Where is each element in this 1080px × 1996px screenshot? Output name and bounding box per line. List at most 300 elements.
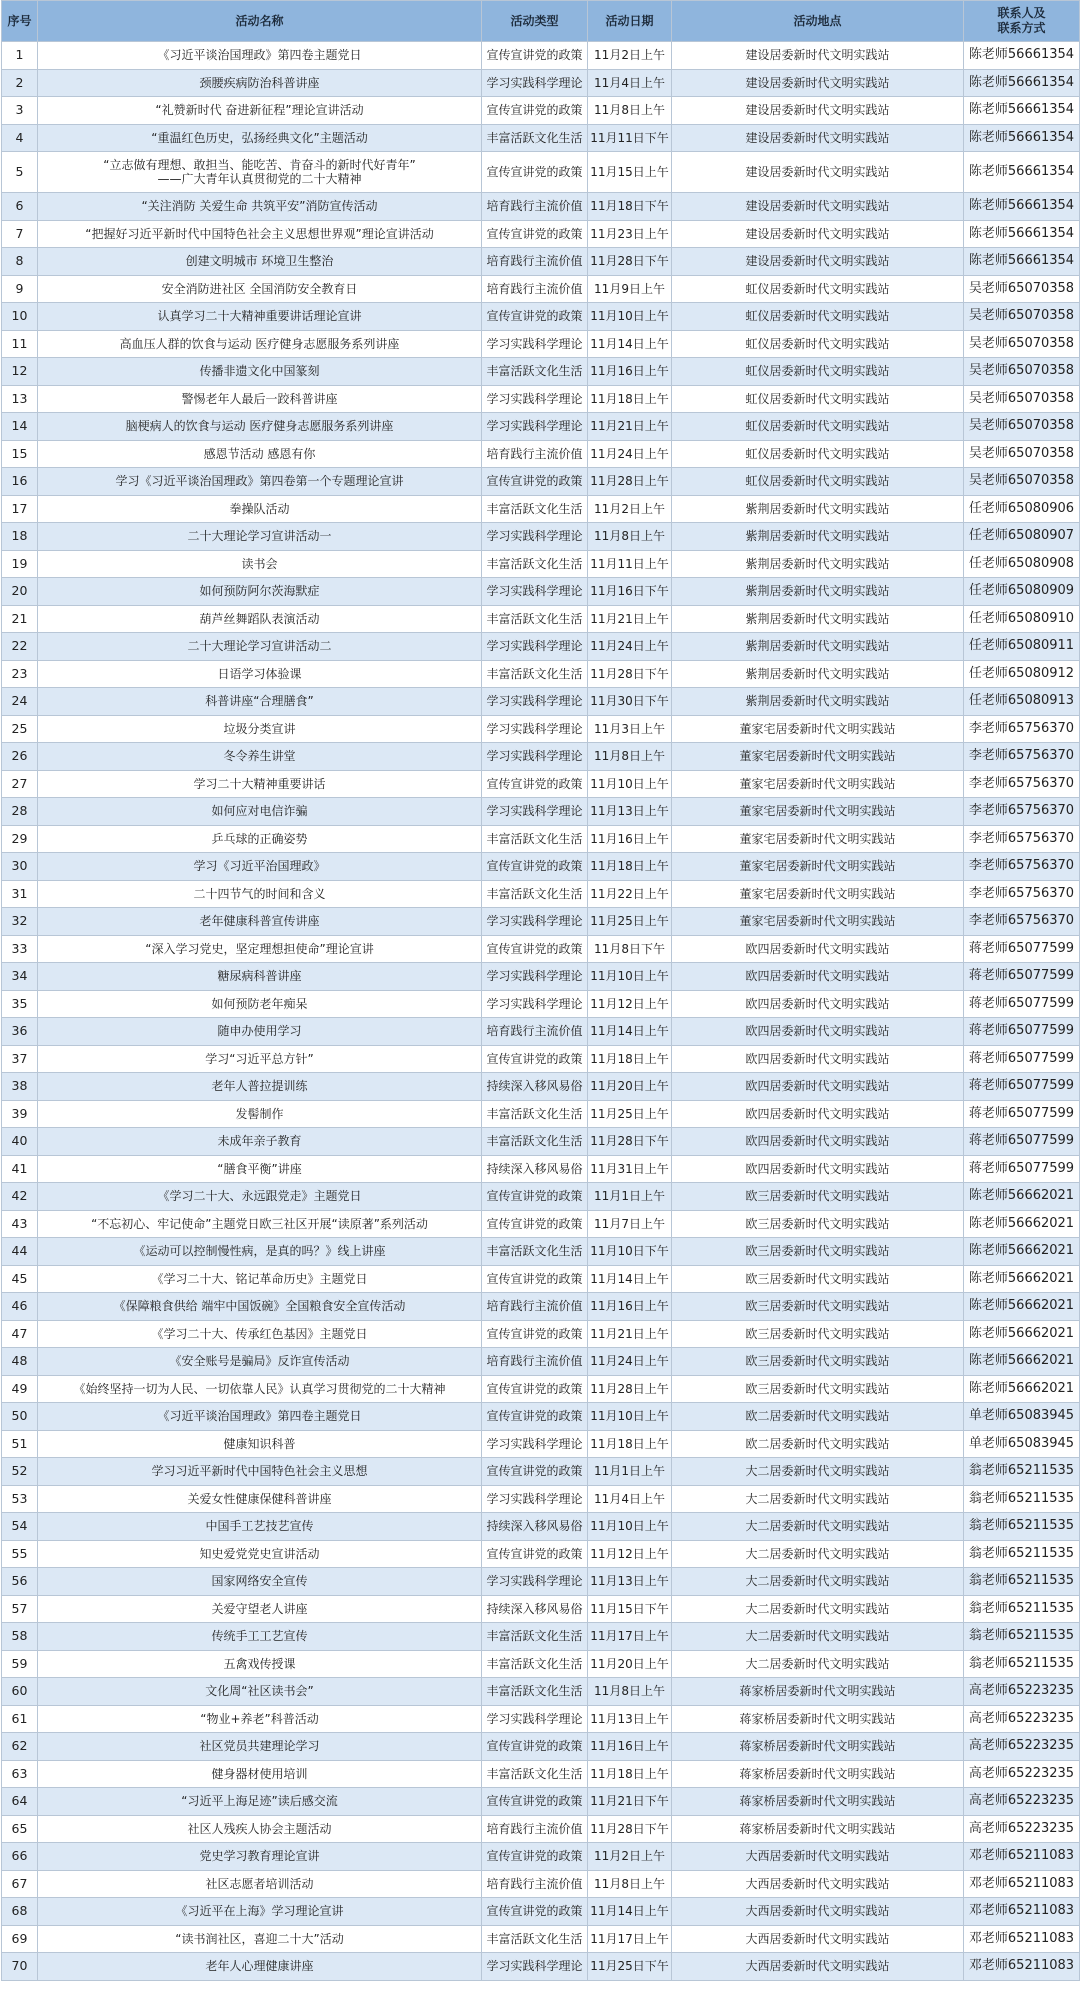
cell-activity-name [38,1595,482,1623]
cell-activity-name [38,1815,482,1843]
cell-activity-name [38,770,482,798]
table-row [2,715,1080,743]
cell-contact: 陈老师56662021 [964,1210,1080,1238]
table-row [2,468,1080,496]
cell-activity-type: 宣传宣讲党的政策 [482,1210,588,1238]
cell-activity-date: 11月15日上午 [588,152,672,193]
table-row [2,1513,1080,1541]
cell-activity-date: 11月11日下午 [588,124,672,152]
cell-contact: 陈老师56661354 [964,248,1080,276]
table-row [2,1815,1080,1843]
cell-location: 建设居委新时代文明实践站 [672,42,964,70]
cell-activity-type: 宣传宣讲党的政策 [482,1843,588,1871]
cell-contact: 陈老师56661354 [964,124,1080,152]
table-row [2,1293,1080,1321]
cell-index: 8 [2,248,38,276]
table-row [2,633,1080,661]
activity-name-line1: 学习习近平新时代中国特色社会主义思想 [151,1464,368,1479]
cell-activity-name [38,1293,482,1321]
cell-index: 11 [2,330,38,358]
cell-index: 50 [2,1403,38,1431]
cell-activity-name [38,1183,482,1211]
cell-index: 23 [2,660,38,688]
cell-index: 56 [2,1568,38,1596]
cell-index: 37 [2,1045,38,1073]
cell-activity-date: 11月21日上午 [588,1320,672,1348]
table-row [2,798,1080,826]
cell-activity-type: 丰富活跃文化生活 [482,605,588,633]
cell-activity-date: 11月2日上午 [588,495,672,523]
cell-activity-date: 11月8日上午 [588,97,672,125]
cell-activity-date: 11月21日上午 [588,605,672,633]
cell-index: 46 [2,1293,38,1321]
cell-contact: 吴老师65070358 [964,275,1080,303]
table-row [2,1018,1080,1046]
cell-contact: 邓老师65211083 [964,1870,1080,1898]
cell-activity-name [38,798,482,826]
activity-name-line1: 学习《习近平谈治国理政》第四卷第一个专题理论宣讲 [115,474,404,489]
cell-activity-date: 11月18日上午 [588,853,672,881]
cell-location: 虹仪居委新时代文明实践站 [672,440,964,468]
cell-contact: 翁老师65211535 [964,1623,1080,1651]
cell-index: 3 [2,97,38,125]
activity-name-line1: 健身器材使用培训 [211,1766,308,1781]
cell-contact: 单老师65083945 [964,1430,1080,1458]
activity-name-line1: 冬令养生讲堂 [223,749,296,764]
header-date: 活动日期 [588,1,672,42]
cell-contact: 高老师65223235 [964,1678,1080,1706]
cell-contact: 吴老师65070358 [964,303,1080,331]
cell-activity-type: 丰富活跃文化生活 [482,1760,588,1788]
cell-contact: 任老师65080912 [964,660,1080,688]
cell-index: 44 [2,1238,38,1266]
cell-activity-name [38,1870,482,1898]
table-row [2,770,1080,798]
activity-name-line1: 国家网络安全宣传 [211,1574,308,1589]
cell-location: 大二居委新时代文明实践站 [672,1540,964,1568]
cell-contact: 翁老师65211535 [964,1485,1080,1513]
table-row [2,193,1080,221]
cell-index: 67 [2,1870,38,1898]
cell-activity-name [38,358,482,386]
cell-activity-type: 宣传宣讲党的政策 [482,1045,588,1073]
cell-activity-name [38,1348,482,1376]
cell-activity-name [38,1898,482,1926]
cell-activity-date: 11月18日上午 [588,385,672,413]
cell-location: 欧三居委新时代文明实践站 [672,1375,964,1403]
cell-location: 欧四居委新时代文明实践站 [672,990,964,1018]
cell-location: 欧三居委新时代文明实践站 [672,1348,964,1376]
cell-contact: 吴老师65070358 [964,385,1080,413]
cell-location: 欧二居委新时代文明实践站 [672,1403,964,1431]
activity-name-line1: 《学习二十大、传承红色基因》主题党日 [151,1326,368,1341]
cell-contact: 蒋老师65077599 [964,1100,1080,1128]
cell-activity-date: 11月16日下午 [588,578,672,606]
cell-contact: 单老师65083945 [964,1403,1080,1431]
cell-activity-date: 11月1日上午 [588,1183,672,1211]
cell-activity-type: 持续深入移风易俗 [482,1513,588,1541]
cell-location: 欧二居委新时代文明实践站 [672,1430,964,1458]
cell-location: 董家宅居委新时代文明实践站 [672,825,964,853]
cell-activity-type: 学习实践科学理论 [482,413,588,441]
table-row [2,1210,1080,1238]
activity-name-line1: 社区志愿者培训活动 [205,1876,314,1891]
cell-index: 45 [2,1265,38,1293]
header-row [2,1,1080,42]
cell-activity-date: 11月17日上午 [588,1623,672,1651]
activity-name-line1: 发髻制作 [235,1106,284,1121]
table-row [2,578,1080,606]
cell-index: 58 [2,1623,38,1651]
activity-name-line1: 传播非遗文化中国篆刻 [199,364,320,379]
activity-name-line1: 二十大理论学习宣讲活动二 [187,639,332,654]
cell-activity-name [38,220,482,248]
table-row [2,1183,1080,1211]
cell-contact: 陈老师56661354 [964,42,1080,70]
cell-activity-type: 宣传宣讲党的政策 [482,152,588,193]
cell-index: 25 [2,715,38,743]
cell-activity-type: 培育践行主流价值 [482,248,588,276]
cell-contact: 陈老师56662021 [964,1238,1080,1266]
cell-index: 57 [2,1595,38,1623]
cell-activity-type: 丰富活跃文化生活 [482,1128,588,1156]
table-row [2,440,1080,468]
cell-activity-date: 11月11日上午 [588,550,672,578]
table-row [2,248,1080,276]
cell-activity-name [38,688,482,716]
cell-activity-type: 丰富活跃文化生活 [482,124,588,152]
cell-activity-name [38,1265,482,1293]
activity-name-line1: 老年健康科普宣传讲座 [199,914,320,929]
cell-activity-name [38,1210,482,1238]
header-name: 活动名称 [38,1,482,42]
cell-activity-date: 11月23日上午 [588,220,672,248]
cell-activity-type: 学习实践科学理论 [482,798,588,826]
cell-activity-name [38,193,482,221]
cell-location: 蒋家桥居委新时代文明实践站 [672,1733,964,1761]
table-row [2,1073,1080,1101]
cell-index: 64 [2,1788,38,1816]
table-header [2,1,1080,42]
cell-activity-name [38,152,482,193]
table-row [2,1320,1080,1348]
table-row [2,963,1080,991]
cell-location: 大二居委新时代文明实践站 [672,1513,964,1541]
cell-activity-date: 11月22日上午 [588,880,672,908]
table-row [2,495,1080,523]
activity-name-line1: 如何预防阿尔茨海默症 [199,584,320,599]
cell-activity-name [38,743,482,771]
cell-contact: 高老师65223235 [964,1760,1080,1788]
activity-name-line1: 关爱女性健康保健科普讲座 [187,1491,332,1506]
cell-index: 32 [2,908,38,936]
cell-contact: 陈老师56661354 [964,193,1080,221]
table-row [2,275,1080,303]
cell-contact: 李老师65756370 [964,880,1080,908]
cell-activity-type: 宣传宣讲党的政策 [482,770,588,798]
cell-activity-type: 宣传宣讲党的政策 [482,935,588,963]
table-row [2,1760,1080,1788]
activity-name-line1: 葫芦丝舞蹈队表演活动 [199,611,320,626]
cell-activity-name [38,1540,482,1568]
cell-activity-name [38,330,482,358]
cell-contact: 李老师65756370 [964,908,1080,936]
cell-contact: 翁老师65211535 [964,1540,1080,1568]
activity-schedule-table [1,0,1080,1981]
header-location: 活动地点 [672,1,964,42]
cell-activity-date: 11月13日上午 [588,798,672,826]
activity-name-line1: 如何预防老年痴呆 [211,996,308,1011]
cell-location: 建设居委新时代文明实践站 [672,220,964,248]
cell-location: 紫荆居委新时代文明实践站 [672,495,964,523]
cell-activity-date: 11月4日上午 [588,1485,672,1513]
cell-activity-name [38,1375,482,1403]
table-row [2,853,1080,881]
cell-contact: 李老师65756370 [964,770,1080,798]
cell-activity-date: 11月10日上午 [588,1403,672,1431]
cell-location: 蒋家桥居委新时代文明实践站 [672,1815,964,1843]
cell-contact: 陈老师56661354 [964,220,1080,248]
cell-location: 虹仪居委新时代文明实践站 [672,413,964,441]
table-row [2,1265,1080,1293]
activity-name-line1: 《学习二十大、铭记革命历史》主题党日 [151,1271,368,1286]
cell-activity-name [38,303,482,331]
cell-activity-date: 11月2日上午 [588,42,672,70]
cell-activity-date: 11月9日上午 [588,275,672,303]
cell-location: 大二居委新时代文明实践站 [672,1650,964,1678]
table-row [2,152,1080,193]
cell-activity-type: 学习实践科学理论 [482,963,588,991]
cell-index: 38 [2,1073,38,1101]
cell-activity-type: 培育践行主流价值 [482,1815,588,1843]
cell-index: 33 [2,935,38,963]
cell-index: 13 [2,385,38,413]
cell-activity-date: 11月16日上午 [588,358,672,386]
cell-index: 65 [2,1815,38,1843]
activity-name-line1: “不忘初心、牢记使命”主题党日欧三社区开展“读原著”系列活动 [91,1216,428,1231]
cell-activity-type: 学习实践科学理论 [482,633,588,661]
cell-activity-date: 11月21日下午 [588,1788,672,1816]
cell-activity-date: 11月16日上午 [588,825,672,853]
cell-index: 15 [2,440,38,468]
cell-contact: 李老师65756370 [964,798,1080,826]
cell-location: 虹仪居委新时代文明实践站 [672,330,964,358]
cell-activity-type: 宣传宣讲党的政策 [482,303,588,331]
cell-activity-type: 丰富活跃文化生活 [482,660,588,688]
cell-activity-date: 11月20日上午 [588,1650,672,1678]
cell-activity-type: 宣传宣讲党的政策 [482,1458,588,1486]
cell-location: 建设居委新时代文明实践站 [672,193,964,221]
cell-activity-name [38,1925,482,1953]
cell-activity-type: 持续深入移风易俗 [482,1595,588,1623]
table-row [2,413,1080,441]
cell-location: 欧四居委新时代文明实践站 [672,935,964,963]
cell-activity-date: 11月10日上午 [588,963,672,991]
activity-name-line1: 文化周“社区读书会” [205,1684,314,1699]
cell-index: 59 [2,1650,38,1678]
cell-location: 紫荆居委新时代文明实践站 [672,660,964,688]
cell-activity-date: 11月4日上午 [588,69,672,97]
cell-location: 大西居委新时代文明实践站 [672,1870,964,1898]
cell-contact: 吴老师65070358 [964,413,1080,441]
cell-contact: 陈老师56662021 [964,1375,1080,1403]
cell-activity-type: 丰富活跃文化生活 [482,1678,588,1706]
cell-activity-name [38,1788,482,1816]
cell-location: 大二居委新时代文明实践站 [672,1485,964,1513]
activity-name-line1: 二十四节气的时间和含义 [193,886,326,901]
cell-contact: 任老师65080909 [964,578,1080,606]
activity-name-line1: 学习“习近平总方针” [205,1051,314,1066]
table-row [2,1045,1080,1073]
activity-name-line1: 《习近平谈治国理政》第四卷主题党日 [157,1409,362,1424]
activity-name-line1: 中国手工艺技艺宣传 [205,1519,314,1534]
cell-index: 60 [2,1678,38,1706]
table-row [2,1348,1080,1376]
cell-contact: 陈老师56662021 [964,1320,1080,1348]
activity-name-line1: 《保障粮食供给 端牢中国饭碗》全国粮食安全宣传活动 [113,1299,406,1314]
cell-activity-name [38,1458,482,1486]
cell-activity-name [38,1568,482,1596]
activity-name-line1: 拳操队活动 [229,501,290,516]
cell-location: 大二居委新时代文明实践站 [672,1458,964,1486]
cell-activity-name [38,880,482,908]
cell-activity-name [38,495,482,523]
cell-location: 紫荆居委新时代文明实践站 [672,605,964,633]
cell-index: 2 [2,69,38,97]
cell-activity-type: 宣传宣讲党的政策 [482,1403,588,1431]
cell-contact: 蒋老师65077599 [964,963,1080,991]
activity-name-line1: 《习近平谈治国理政》第四卷主题党日 [157,48,362,63]
cell-activity-type: 宣传宣讲党的政策 [482,97,588,125]
cell-contact: 高老师65223235 [964,1815,1080,1843]
table-row [2,97,1080,125]
cell-contact: 蒋老师65077599 [964,1155,1080,1183]
activity-name-line1: “关注消防 关爱生命 共筑平安”消防宣传活动 [141,199,378,214]
cell-activity-date: 11月8日上午 [588,743,672,771]
cell-index: 10 [2,303,38,331]
activity-name-line1: “深入学习党史，坚定理想担使命”理论宣讲 [145,941,374,956]
activity-name-line1: 五禽戏传授课 [223,1656,296,1671]
cell-activity-name [38,1403,482,1431]
cell-index: 31 [2,880,38,908]
table-row [2,303,1080,331]
table-row [2,1485,1080,1513]
activity-name-line1: “把握好习近平新时代中国特色社会主义思想世界观”理论宣讲活动 [85,226,434,241]
table-row [2,1870,1080,1898]
cell-activity-name [38,385,482,413]
cell-activity-date: 11月28日上午 [588,468,672,496]
cell-location: 欧四居委新时代文明实践站 [672,1018,964,1046]
cell-activity-name [38,1073,482,1101]
activity-name-line1: 《学习二十大、永远跟党走》主题党日 [157,1189,362,1204]
cell-index: 36 [2,1018,38,1046]
cell-location: 董家宅居委新时代文明实践站 [672,853,964,881]
cell-index: 68 [2,1898,38,1926]
cell-activity-date: 11月24日上午 [588,1348,672,1376]
cell-activity-date: 11月10日上午 [588,303,672,331]
cell-contact: 高老师65223235 [964,1788,1080,1816]
cell-activity-date: 11月31日上午 [588,1155,672,1183]
cell-activity-type: 宣传宣讲党的政策 [482,1183,588,1211]
table-row [2,1898,1080,1926]
cell-location: 蒋家桥居委新时代文明实践站 [672,1678,964,1706]
cell-activity-type: 学习实践科学理论 [482,715,588,743]
cell-index: 29 [2,825,38,853]
table-row [2,1678,1080,1706]
cell-activity-date: 11月14日上午 [588,1265,672,1293]
cell-activity-date: 11月12日上午 [588,990,672,1018]
activity-name-line1: 糖尿病科普讲座 [217,969,302,984]
cell-activity-type: 丰富活跃文化生活 [482,825,588,853]
cell-contact: 翁老师65211535 [964,1595,1080,1623]
cell-activity-type: 宣传宣讲党的政策 [482,1788,588,1816]
cell-contact: 吴老师65070358 [964,330,1080,358]
table-row [2,550,1080,578]
cell-activity-name [38,990,482,1018]
cell-activity-date: 11月24日上午 [588,633,672,661]
cell-location: 董家宅居委新时代文明实践站 [672,715,964,743]
cell-contact: 翁老师65211535 [964,1568,1080,1596]
cell-activity-type: 学习实践科学理论 [482,1430,588,1458]
cell-location: 欧四居委新时代文明实践站 [672,1128,964,1156]
cell-index: 49 [2,1375,38,1403]
cell-contact: 陈老师56662021 [964,1293,1080,1321]
cell-activity-date: 11月13日上午 [588,1705,672,1733]
activity-name-line1: 知史爱党党史宣讲活动 [199,1546,320,1561]
cell-activity-date: 11月25日上午 [588,908,672,936]
cell-activity-type: 宣传宣讲党的政策 [482,468,588,496]
cell-activity-date: 11月16日上午 [588,1293,672,1321]
activity-name-line1: “读书润社区，喜迎二十大”活动 [175,1931,344,1946]
cell-location: 欧四居委新时代文明实践站 [672,1100,964,1128]
activity-name-line1: “礼赞新时代 奋进新征程”理论宣讲活动 [155,103,364,118]
cell-activity-type: 宣传宣讲党的政策 [482,1733,588,1761]
cell-contact: 邓老师65211083 [964,1953,1080,1981]
cell-activity-date: 11月25日下午 [588,1953,672,1981]
cell-index: 34 [2,963,38,991]
cell-activity-type: 丰富活跃文化生活 [482,550,588,578]
activity-name-line1: 老年人普拉提训练 [211,1079,308,1094]
cell-location: 建设居委新时代文明实践站 [672,97,964,125]
cell-location: 大二居委新时代文明实践站 [672,1595,964,1623]
cell-index: 22 [2,633,38,661]
cell-location: 欧四居委新时代文明实践站 [672,1045,964,1073]
table-row [2,330,1080,358]
cell-contact: 任老师65080908 [964,550,1080,578]
cell-index: 12 [2,358,38,386]
cell-location: 虹仪居委新时代文明实践站 [672,303,964,331]
cell-location: 虹仪居委新时代文明实践站 [672,275,964,303]
table-row [2,1595,1080,1623]
cell-contact: 陈老师56661354 [964,97,1080,125]
header-contact-line2: 联系方式 [997,21,1046,35]
cell-contact: 高老师65223235 [964,1705,1080,1733]
cell-activity-type: 丰富活跃文化生活 [482,1925,588,1953]
cell-index: 48 [2,1348,38,1376]
cell-contact: 陈老师56662021 [964,1348,1080,1376]
cell-location: 紫荆居委新时代文明实践站 [672,550,964,578]
table-row [2,523,1080,551]
cell-index: 21 [2,605,38,633]
header-contact [964,1,1080,42]
cell-contact: 李老师65756370 [964,743,1080,771]
cell-activity-name [38,1430,482,1458]
cell-activity-name [38,1128,482,1156]
cell-activity-name [38,853,482,881]
cell-location: 紫荆居委新时代文明实践站 [672,633,964,661]
cell-index: 51 [2,1430,38,1458]
cell-location: 董家宅居委新时代文明实践站 [672,798,964,826]
